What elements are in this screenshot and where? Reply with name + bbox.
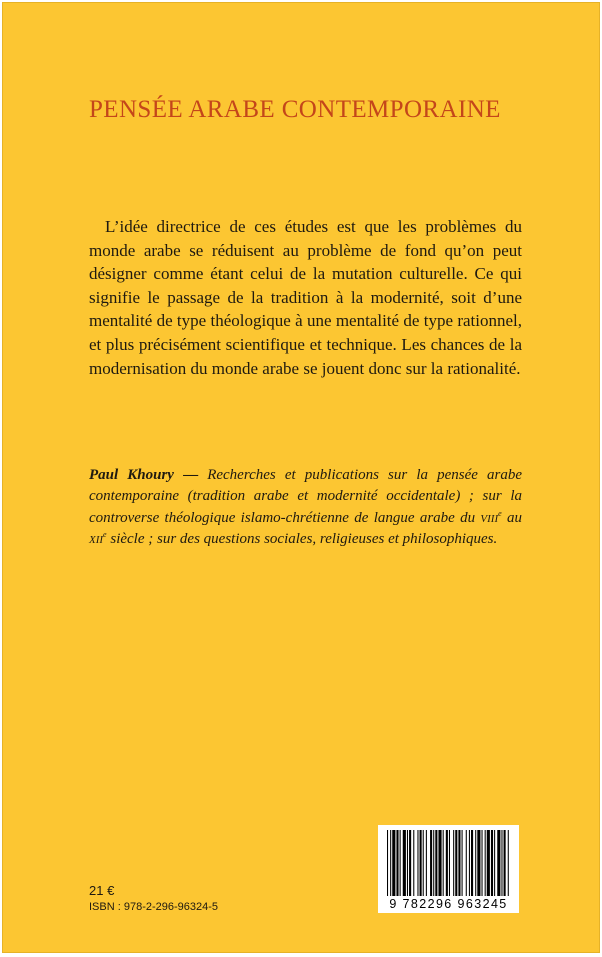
author-bio-part1: Recherches et publications sur la pensée arabe contemporaine (tradition arabe et modernité occidentale) ; sur la controverse théologique islamo-chrétienne de langue arabe du <box>89 467 523 526</box>
barcode-bar <box>423 830 424 896</box>
barcode <box>378 825 519 913</box>
series-title: PENSÉE ARABE CONTEMPORAINE <box>89 96 501 123</box>
isbn: ISBN : 978-2-296-96324-5 <box>89 901 219 913</box>
blurb-paragraph: L’idée directrice de ces études est que les problèmes du monde arabe se réduisent au problème de fond qu’on peut désigner comme étant celui de la mutation culturelle. Ce qui signifie le passage de la tradition à la modernité, soit d’une mentalité de type théologique à une mentalité de type rationnel, et plus précisément scientifique et technique. Les chances de la modernisation du monde arabe se jouent donc sur la rationalité. <box>89 217 522 378</box>
barcode-bar <box>430 830 432 896</box>
barcode-bar <box>409 830 411 896</box>
barcode-bar <box>497 830 500 896</box>
century-start: viii <box>480 509 499 526</box>
barcode-bar <box>420 830 422 896</box>
barcode-number: 9 782296 963245 <box>389 897 508 911</box>
barcode-bar <box>449 830 450 896</box>
author-bio-between: au <box>501 509 522 526</box>
barcode-bar <box>466 830 467 896</box>
barcode-bar <box>487 830 490 896</box>
barcode-bar <box>413 830 414 896</box>
barcode-bar <box>438 830 441 896</box>
price: 21 € <box>89 883 115 898</box>
barcode-bar <box>494 830 495 896</box>
barcode-bar <box>446 830 448 896</box>
barcode-bar <box>407 830 408 896</box>
barcode-bar <box>508 830 509 896</box>
century-end: xii <box>89 531 104 548</box>
barcode-bar <box>400 830 401 896</box>
barcode-bar <box>491 830 493 896</box>
barcode-bar <box>435 830 437 896</box>
barcode-bar <box>392 830 395 896</box>
barcode-bar <box>458 830 460 896</box>
barcode-bar <box>501 830 502 896</box>
author-bio-part2: siècle ; sur des questions sociales, religieuses et philosophiques. <box>106 531 498 548</box>
author-dash: — <box>173 467 208 483</box>
author-name: Paul Khoury <box>89 467 174 483</box>
barcode-bar <box>403 830 406 896</box>
barcode-bar <box>482 830 483 896</box>
barcode-bar <box>443 830 444 896</box>
barcode-bar <box>455 830 457 896</box>
barcode-bar <box>433 830 434 896</box>
barcode-bar <box>396 830 398 896</box>
barcode-bar <box>485 830 486 896</box>
barcode-bar <box>504 830 506 896</box>
author-note <box>89 465 522 551</box>
barcode-bar <box>417 830 418 896</box>
century-end-suffix: e <box>103 530 107 540</box>
barcode-bar <box>387 830 388 896</box>
barcode-bar <box>462 830 463 896</box>
barcode-bar <box>475 830 476 896</box>
barcode-bar <box>477 830 480 896</box>
barcode-bar <box>426 830 427 896</box>
barcode-bar <box>453 830 454 896</box>
barcode-bar <box>390 830 391 896</box>
century-start-suffix: e <box>498 508 502 518</box>
barcode-bar <box>471 830 473 896</box>
barcode-bar <box>469 830 470 896</box>
book-back-cover <box>2 2 600 953</box>
